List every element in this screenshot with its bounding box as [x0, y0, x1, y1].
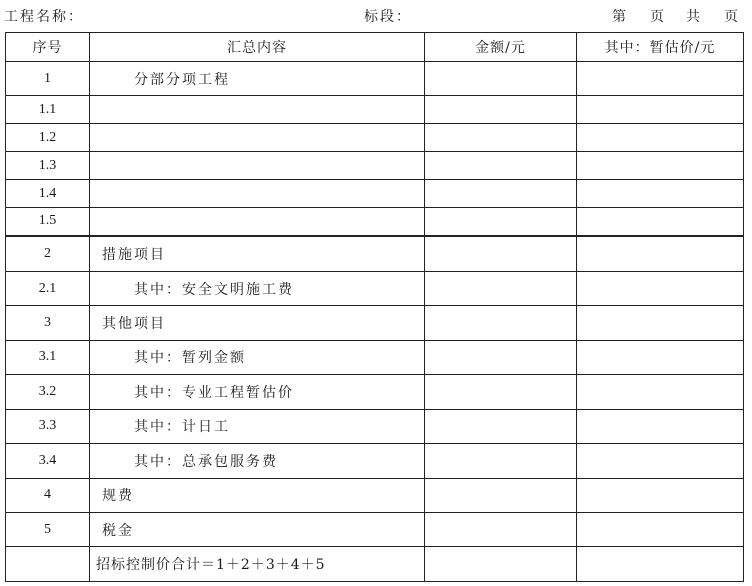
table-row	[6, 444, 744, 478]
row-amount-cell	[425, 478, 577, 512]
header-row	[6, 33, 744, 62]
page-ye-1: 页	[650, 9, 664, 25]
col-header-provisional: 其中：暂估价/元	[577, 33, 744, 62]
page-ye-2: 页	[724, 9, 738, 25]
table-row	[6, 375, 744, 409]
row-number: 1.1	[6, 96, 90, 124]
row-content: 分部分项工程	[90, 62, 425, 96]
row-content: 其中：专业工程暂估价	[90, 375, 425, 409]
page-info	[612, 6, 738, 26]
row-number: 1.5	[6, 207, 90, 235]
row-provisional-cell	[577, 237, 744, 271]
row-content: 其中：计日工	[90, 409, 425, 443]
row-number: 2	[6, 237, 90, 271]
row-provisional-cell	[577, 180, 744, 208]
row-number: 4	[6, 478, 90, 512]
table-row	[6, 207, 744, 235]
row-number: 3.1	[6, 340, 90, 374]
row-content: 税金	[90, 512, 425, 546]
row-amount-cell	[425, 271, 577, 305]
row-content	[90, 207, 425, 235]
row-content: 其中：总承包服务费	[90, 444, 425, 478]
page-gong: 共	[686, 9, 700, 25]
row-content: 措施项目	[90, 237, 425, 271]
table-row	[6, 237, 744, 271]
col-header-no: 序号	[6, 33, 90, 62]
total-provisional-cell	[577, 547, 744, 582]
total-number-cell	[6, 547, 90, 582]
row-amount-cell	[425, 96, 577, 124]
row-provisional-cell	[577, 512, 744, 546]
row-number: 3.2	[6, 375, 90, 409]
row-amount-cell	[425, 306, 577, 340]
col-header-content: 汇总内容	[90, 33, 425, 62]
row-provisional-cell	[577, 444, 744, 478]
row-number: 3	[6, 306, 90, 340]
section-label: 标段：	[364, 9, 412, 25]
row-provisional-cell	[577, 271, 744, 305]
table-row	[6, 62, 744, 96]
row-number: 2.1	[6, 271, 90, 305]
table-row	[6, 306, 744, 340]
row-amount-cell	[425, 444, 577, 478]
row-amount-cell	[425, 237, 577, 271]
row-amount-cell	[425, 340, 577, 374]
row-number: 3.3	[6, 409, 90, 443]
row-number: 1	[6, 62, 90, 96]
row-provisional-cell	[577, 124, 744, 152]
table-row	[6, 124, 744, 152]
summary-table	[5, 32, 744, 582]
row-amount-cell	[425, 124, 577, 152]
project-name-label: 工程名称：	[4, 9, 84, 25]
row-provisional-cell	[577, 96, 744, 124]
table-row	[6, 340, 744, 374]
row-number: 1.4	[6, 180, 90, 208]
table-row	[6, 180, 744, 208]
row-number: 1.3	[6, 152, 90, 180]
row-provisional-cell	[577, 207, 744, 235]
row-amount-cell	[425, 152, 577, 180]
row-amount-cell	[425, 62, 577, 96]
row-content	[90, 180, 425, 208]
row-number: 1.2	[6, 124, 90, 152]
row-provisional-cell	[577, 152, 744, 180]
page-di: 第	[612, 9, 626, 25]
total-amount-cell	[425, 547, 577, 582]
table-row	[6, 271, 744, 305]
row-content	[90, 152, 425, 180]
row-provisional-cell	[577, 306, 744, 340]
total-row	[6, 547, 744, 582]
row-provisional-cell	[577, 375, 744, 409]
row-amount-cell	[425, 375, 577, 409]
col-header-amount: 金额/元	[425, 33, 577, 62]
row-provisional-cell	[577, 62, 744, 96]
row-content: 其他项目	[90, 306, 425, 340]
row-content: 规费	[90, 478, 425, 512]
row-content	[90, 124, 425, 152]
table-row	[6, 96, 744, 124]
row-number: 3.4	[6, 444, 90, 478]
total-label: 招标控制价合计＝1＋2＋3＋4＋5	[90, 547, 425, 582]
row-provisional-cell	[577, 478, 744, 512]
row-provisional-cell	[577, 409, 744, 443]
table-row	[6, 512, 744, 546]
table-row	[6, 478, 744, 512]
row-number: 5	[6, 512, 90, 546]
row-amount-cell	[425, 512, 577, 546]
row-content	[90, 96, 425, 124]
row-amount-cell	[425, 180, 577, 208]
table-row	[6, 409, 744, 443]
table-row	[6, 152, 744, 180]
row-amount-cell	[425, 409, 577, 443]
row-content: 其中：暂列金额	[90, 340, 425, 374]
row-amount-cell	[425, 207, 577, 235]
row-content: 其中：安全文明施工费	[90, 271, 425, 305]
row-provisional-cell	[577, 340, 744, 374]
